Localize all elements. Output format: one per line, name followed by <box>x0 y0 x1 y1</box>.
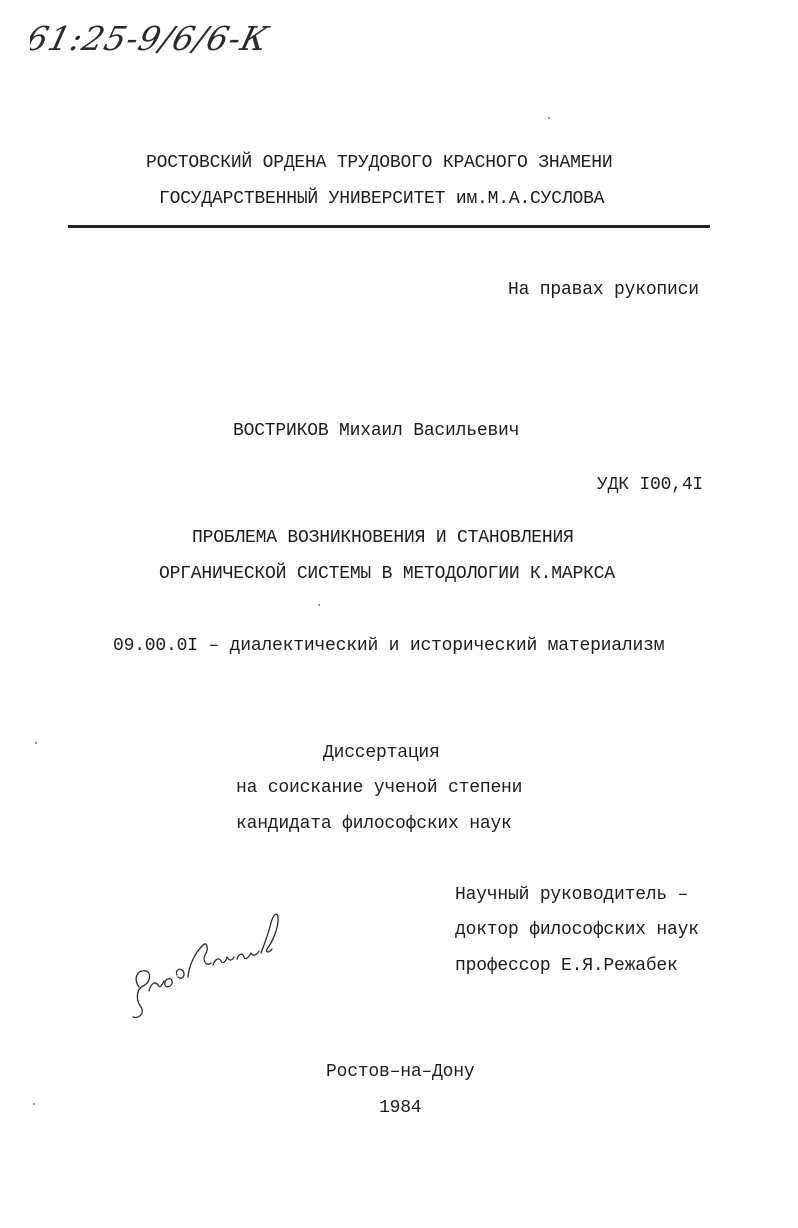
supervisor-line-2: доктор философских наук <box>455 920 699 940</box>
author-name: ВОСТРИКОВ Михаил Васильевич <box>233 421 520 441</box>
dissertation-line-2: на соискание ученой степени <box>236 778 523 798</box>
archive-mark-handwriting <box>30 10 280 66</box>
scan-speck <box>548 117 550 119</box>
archive-mark-text: 61:25-9/6/6-К <box>30 19 273 58</box>
institution-line-1: РОСТОВСКИЙ ОРДЕНА ТРУДОВОГО КРАСНОГО ЗНАМЕНИ <box>146 153 613 173</box>
dissertation-line-1: Диссертация <box>323 743 440 763</box>
supervisor-line-1: Научный руководитель – <box>455 885 689 905</box>
title-line-1: ПРОБЛЕМА ВОЗНИКНОВЕНИЯ И СТАНОВЛЕНИЯ <box>192 528 574 548</box>
manuscript-note: На правах рукописи <box>508 280 699 300</box>
header-divider <box>68 225 710 228</box>
city: Ростов–на–Дону <box>326 1062 475 1082</box>
scan-speck <box>35 742 37 744</box>
archive-mark <box>30 10 280 66</box>
author-signature <box>125 895 290 1025</box>
specialty-code: 09.00.0I – диалектический и исторический материализм <box>113 636 665 656</box>
scan-speck <box>318 604 320 606</box>
scan-speck <box>33 1103 35 1105</box>
signature-scribble <box>125 895 290 1025</box>
supervisor-line-3: профессор Е.Я.Режабек <box>455 956 678 976</box>
udk-code: УДК I00,4I <box>597 475 704 495</box>
title-line-2: ОРГАНИЧЕСКОЙ СИСТЕМЫ В МЕТОДОЛОГИИ К.МАРКСА <box>159 564 615 584</box>
dissertation-line-3: кандидата философских наук <box>236 814 512 834</box>
year: 1984 <box>379 1098 422 1118</box>
institution-line-2: ГОСУДАРСТВЕННЫЙ УНИВЕРСИТЕТ им.М.А.СУСЛОВА <box>159 189 605 209</box>
